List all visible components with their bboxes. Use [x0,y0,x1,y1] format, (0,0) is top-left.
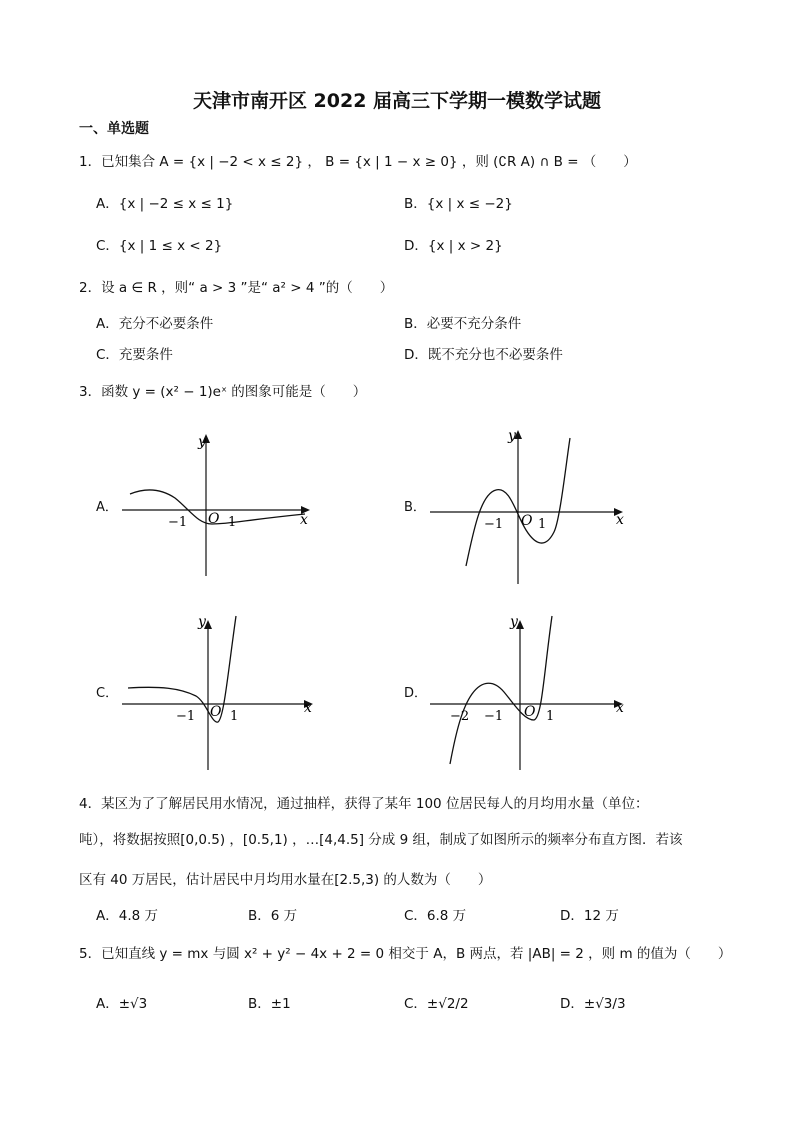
tick-label: −1 [176,709,196,724]
tick-label: −1 [168,515,188,530]
question-4-line-2: 吨），将数据按照[0,0.5) ，[0.5,1) ，…[4,4.5] 分成 9 组，制成了如图所示的频率分布直方图．若该 [79,832,683,848]
q1-option-b[interactable]: B．{x | x ≤ −2} [404,196,513,212]
tick-label: −2 [450,709,470,724]
q5-option-d[interactable]: D．±√3/3 [560,996,626,1012]
x-axis-label: x [304,700,312,716]
tick-label: −1 [484,517,504,532]
origin-label: O [208,511,220,527]
question-1-stem: 1．已知集合 A = {x | −2 < x ≤ 2} ， B = {x | 1 − x ≥ 0} ，则 (∁R A) ∩ B = （ ） [79,154,637,170]
origin-label: O [210,704,222,720]
tick-label: 1 [538,517,547,532]
q5-option-c[interactable]: C．±√2/2 [404,996,469,1012]
y-axis-label: y [198,614,206,630]
x-axis-label: x [300,512,308,528]
q5-option-b[interactable]: B．±1 [248,996,291,1012]
tick-label: 1 [546,709,555,724]
q3-graph-d-label[interactable]: D． [404,686,428,701]
q2-option-c[interactable]: C．充要条件 [96,347,173,363]
q3-graph-b-label[interactable]: B． [404,500,426,515]
x-axis-label: x [616,700,624,716]
q2-option-b[interactable]: B．必要不充分条件 [404,316,522,332]
q5-option-a[interactable]: A．±√3 [96,996,148,1012]
question-3-stem: 3．函数 y = (x² − 1)eˣ 的图象可能是（ ） [79,384,367,400]
origin-label: O [521,513,533,529]
page-title: 天津市南开区 2022 届高三下学期一模数学试题 [192,90,602,112]
q3-graph-c [120,612,320,772]
question-2-stem: 2．设 a ∈ R ，则“ a > 3 ”是“ a² > 4 ”的（ ） [79,280,394,296]
y-axis-label: y [508,428,516,444]
q3-graph-c-label[interactable]: C． [96,686,119,701]
tick-label: −1 [484,709,504,724]
x-axis-label: x [616,512,624,528]
q2-option-d[interactable]: D．既不充分也不必要条件 [404,347,563,363]
q2-option-a[interactable]: A．充分不必要条件 [96,316,214,332]
question-4-line-1: 4．某区为了了解居民用水情况，通过抽样，获得了某年 100 位居民每人的月均用水量（单位： [79,796,649,812]
y-axis-label: y [198,434,206,450]
q1-option-d[interactable]: D．{x | x > 2} [404,238,503,254]
q3-graph-d [428,612,628,772]
q3-graph-b [428,424,628,586]
curve-d [450,616,555,764]
q4-option-b[interactable]: B．6 万 [248,908,298,924]
q1-option-c[interactable]: C．{x | 1 ≤ x < 2} [96,238,223,254]
tick-label: 1 [228,515,237,530]
q3-graph-a [120,426,315,581]
question-4-line-3: 区有 40 万居民，估计居民中月均用水量在[2.5,3) 的人数为（ ） [79,872,492,888]
y-axis-label: y [510,614,518,630]
q4-option-d[interactable]: D．12 万 [560,908,619,924]
tick-label: 1 [230,709,239,724]
question-5-stem: 5．已知直线 y = mx 与圆 x² + y² − 4x + 2 = 0 相交于 A，B 两点，若 |AB| = 2 ，则 m 的值为（ ） [79,946,732,962]
section-heading: 一、单选题 [79,121,149,137]
q3-graph-a-label[interactable]: A． [96,500,118,515]
q1-option-a[interactable]: A．{x | −2 ≤ x ≤ 1} [96,196,234,212]
q4-option-a[interactable]: A．4.8 万 [96,908,158,924]
origin-label: O [524,704,536,720]
q4-option-c[interactable]: C．6.8 万 [404,908,467,924]
